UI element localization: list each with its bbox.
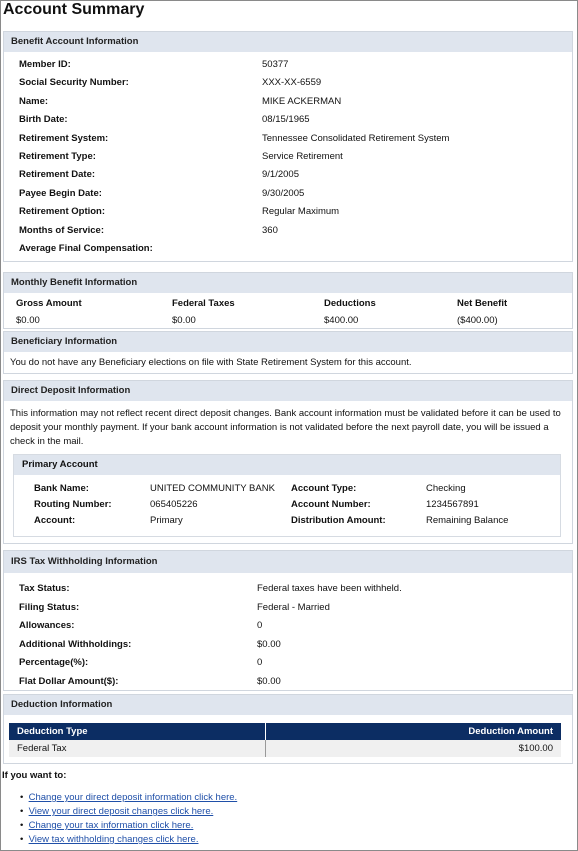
distribution-label: Distribution Amount: xyxy=(291,515,386,526)
field-label: Months of Service: xyxy=(19,224,104,236)
distribution-value: Remaining Balance xyxy=(426,515,509,526)
field-value: 50377 xyxy=(262,59,289,70)
account-number-value: 1234567891 xyxy=(426,499,479,510)
field-label: Birth Date: xyxy=(19,114,68,126)
deduction-section xyxy=(3,694,573,764)
action-links xyxy=(20,791,237,847)
field-label: Social Security Number: xyxy=(19,77,129,89)
change-direct-deposit-link[interactable]: Change your direct deposit information click here. xyxy=(28,792,238,803)
field-label: Tax Status: xyxy=(19,583,70,594)
field-label: Retirement Option: xyxy=(19,206,106,218)
list-item xyxy=(20,805,237,819)
field-value: $0.00 xyxy=(257,638,281,650)
beneficiary-section xyxy=(3,331,573,374)
col-header-federal: Federal Taxes xyxy=(172,298,235,309)
irs-tax-section xyxy=(3,550,573,691)
deductions-value: $400.00 xyxy=(324,315,359,326)
field-label: Percentage(%): xyxy=(19,657,89,668)
field-label: Additional Withholdings: xyxy=(19,638,132,650)
section-header: Direct Deposit Information xyxy=(4,381,572,401)
bullet: • xyxy=(20,806,29,817)
primary-account-header: Primary Account xyxy=(14,455,560,475)
field-value: Service Retirement xyxy=(262,151,343,162)
view-tax-withholding-changes-link[interactable]: View tax withholding changes click here. xyxy=(28,834,199,845)
list-item xyxy=(20,819,237,833)
bullet: • xyxy=(20,834,29,845)
routing-label: Routing Number: xyxy=(34,499,112,510)
field-value: $0.00 xyxy=(257,675,281,687)
col-header-net: Net Benefit xyxy=(457,298,508,309)
account-value: Primary xyxy=(150,515,183,526)
field-value: 0 xyxy=(257,657,263,668)
federal-taxes-value: $0.00 xyxy=(172,315,196,326)
page-title: Account Summary xyxy=(3,1,145,18)
bullet: • xyxy=(20,792,29,803)
section-header: Benefit Account Information xyxy=(4,32,572,52)
field-label: Payee Begin Date: xyxy=(19,187,102,199)
beneficiary-text: You do not have any Beneficiary elections on file with State Retirement System for this account. xyxy=(10,357,412,368)
field-label: Name: xyxy=(19,95,49,107)
account-type-label: Account Type: xyxy=(291,483,357,494)
field-value: Federal taxes have been withheld. xyxy=(257,583,402,594)
benefit-account-section xyxy=(3,31,573,262)
account-label: Account: xyxy=(34,515,76,526)
table-row xyxy=(9,740,561,757)
field-label: Member ID: xyxy=(19,59,71,70)
direct-deposit-section xyxy=(3,380,573,544)
view-direct-deposit-changes-link[interactable]: View your direct deposit changes click here. xyxy=(28,806,214,817)
deduction-type-cell: Federal Tax xyxy=(9,740,266,757)
field-label: Allowances: xyxy=(19,620,75,631)
section-header: Beneficiary Information xyxy=(4,332,572,352)
col-header-deductions: Deductions xyxy=(324,298,376,309)
account-type-value: Checking xyxy=(426,483,466,494)
field-value: 9/30/2005 xyxy=(262,187,305,199)
field-label: Retirement System: xyxy=(19,132,109,144)
section-header: Monthly Benefit Information xyxy=(4,273,572,293)
routing-value: 065405226 xyxy=(150,499,198,510)
gross-amount-value: $0.00 xyxy=(16,315,40,326)
field-value: 0 xyxy=(257,620,263,631)
field-label: Average Final Compensation: xyxy=(19,243,153,254)
field-value: 9/1/2005 xyxy=(262,169,299,181)
deduction-amount-cell: $100.00 xyxy=(518,743,553,754)
section-header: IRS Tax Withholding Information xyxy=(4,551,572,573)
list-item xyxy=(20,833,237,847)
bank-name-label: Bank Name: xyxy=(34,483,89,494)
primary-account-box xyxy=(13,454,561,537)
monthly-benefit-section xyxy=(3,272,573,329)
field-label: Flat Dollar Amount($): xyxy=(19,675,119,687)
col-header-deduction-amount: Deduction Amount xyxy=(468,726,553,737)
field-value: Regular Maximum xyxy=(262,206,340,218)
field-value: XXX-XX-6559 xyxy=(262,77,322,89)
net-benefit-value: ($400.00) xyxy=(457,315,498,326)
field-value: Tennessee Consolidated Retirement System xyxy=(262,132,450,144)
account-number-label: Account Number: xyxy=(291,499,371,510)
field-label: Retirement Date: xyxy=(19,169,96,181)
field-value: 08/15/1965 xyxy=(262,114,310,126)
field-label: Filing Status: xyxy=(19,601,80,613)
list-item xyxy=(20,791,237,805)
links-intro: If you want to: xyxy=(2,770,67,781)
deduction-table xyxy=(9,723,561,757)
deposit-notice: This information may not reflect recent direct deposit changes. Bank account information must be validated before it can be used to deposit your monthly payment. If your bank account information is not validated before the next payroll date, you will be issued a check in the mail. xyxy=(10,408,561,447)
change-tax-info-link[interactable]: Change your tax information click here. xyxy=(28,820,194,831)
field-value: MIKE ACKERMAN xyxy=(262,95,342,107)
field-value: Federal - Married xyxy=(257,601,330,613)
section-header: Deduction Information xyxy=(4,695,572,715)
bullet: • xyxy=(20,820,29,831)
field-label: Retirement Type: xyxy=(19,151,96,162)
col-header-deduction-type: Deduction Type xyxy=(9,723,266,740)
field-value: 360 xyxy=(262,224,278,236)
col-header-gross: Gross Amount xyxy=(16,298,82,309)
deduction-table-header xyxy=(9,723,561,740)
bank-name-value: UNITED COMMUNITY BANK xyxy=(150,483,275,494)
